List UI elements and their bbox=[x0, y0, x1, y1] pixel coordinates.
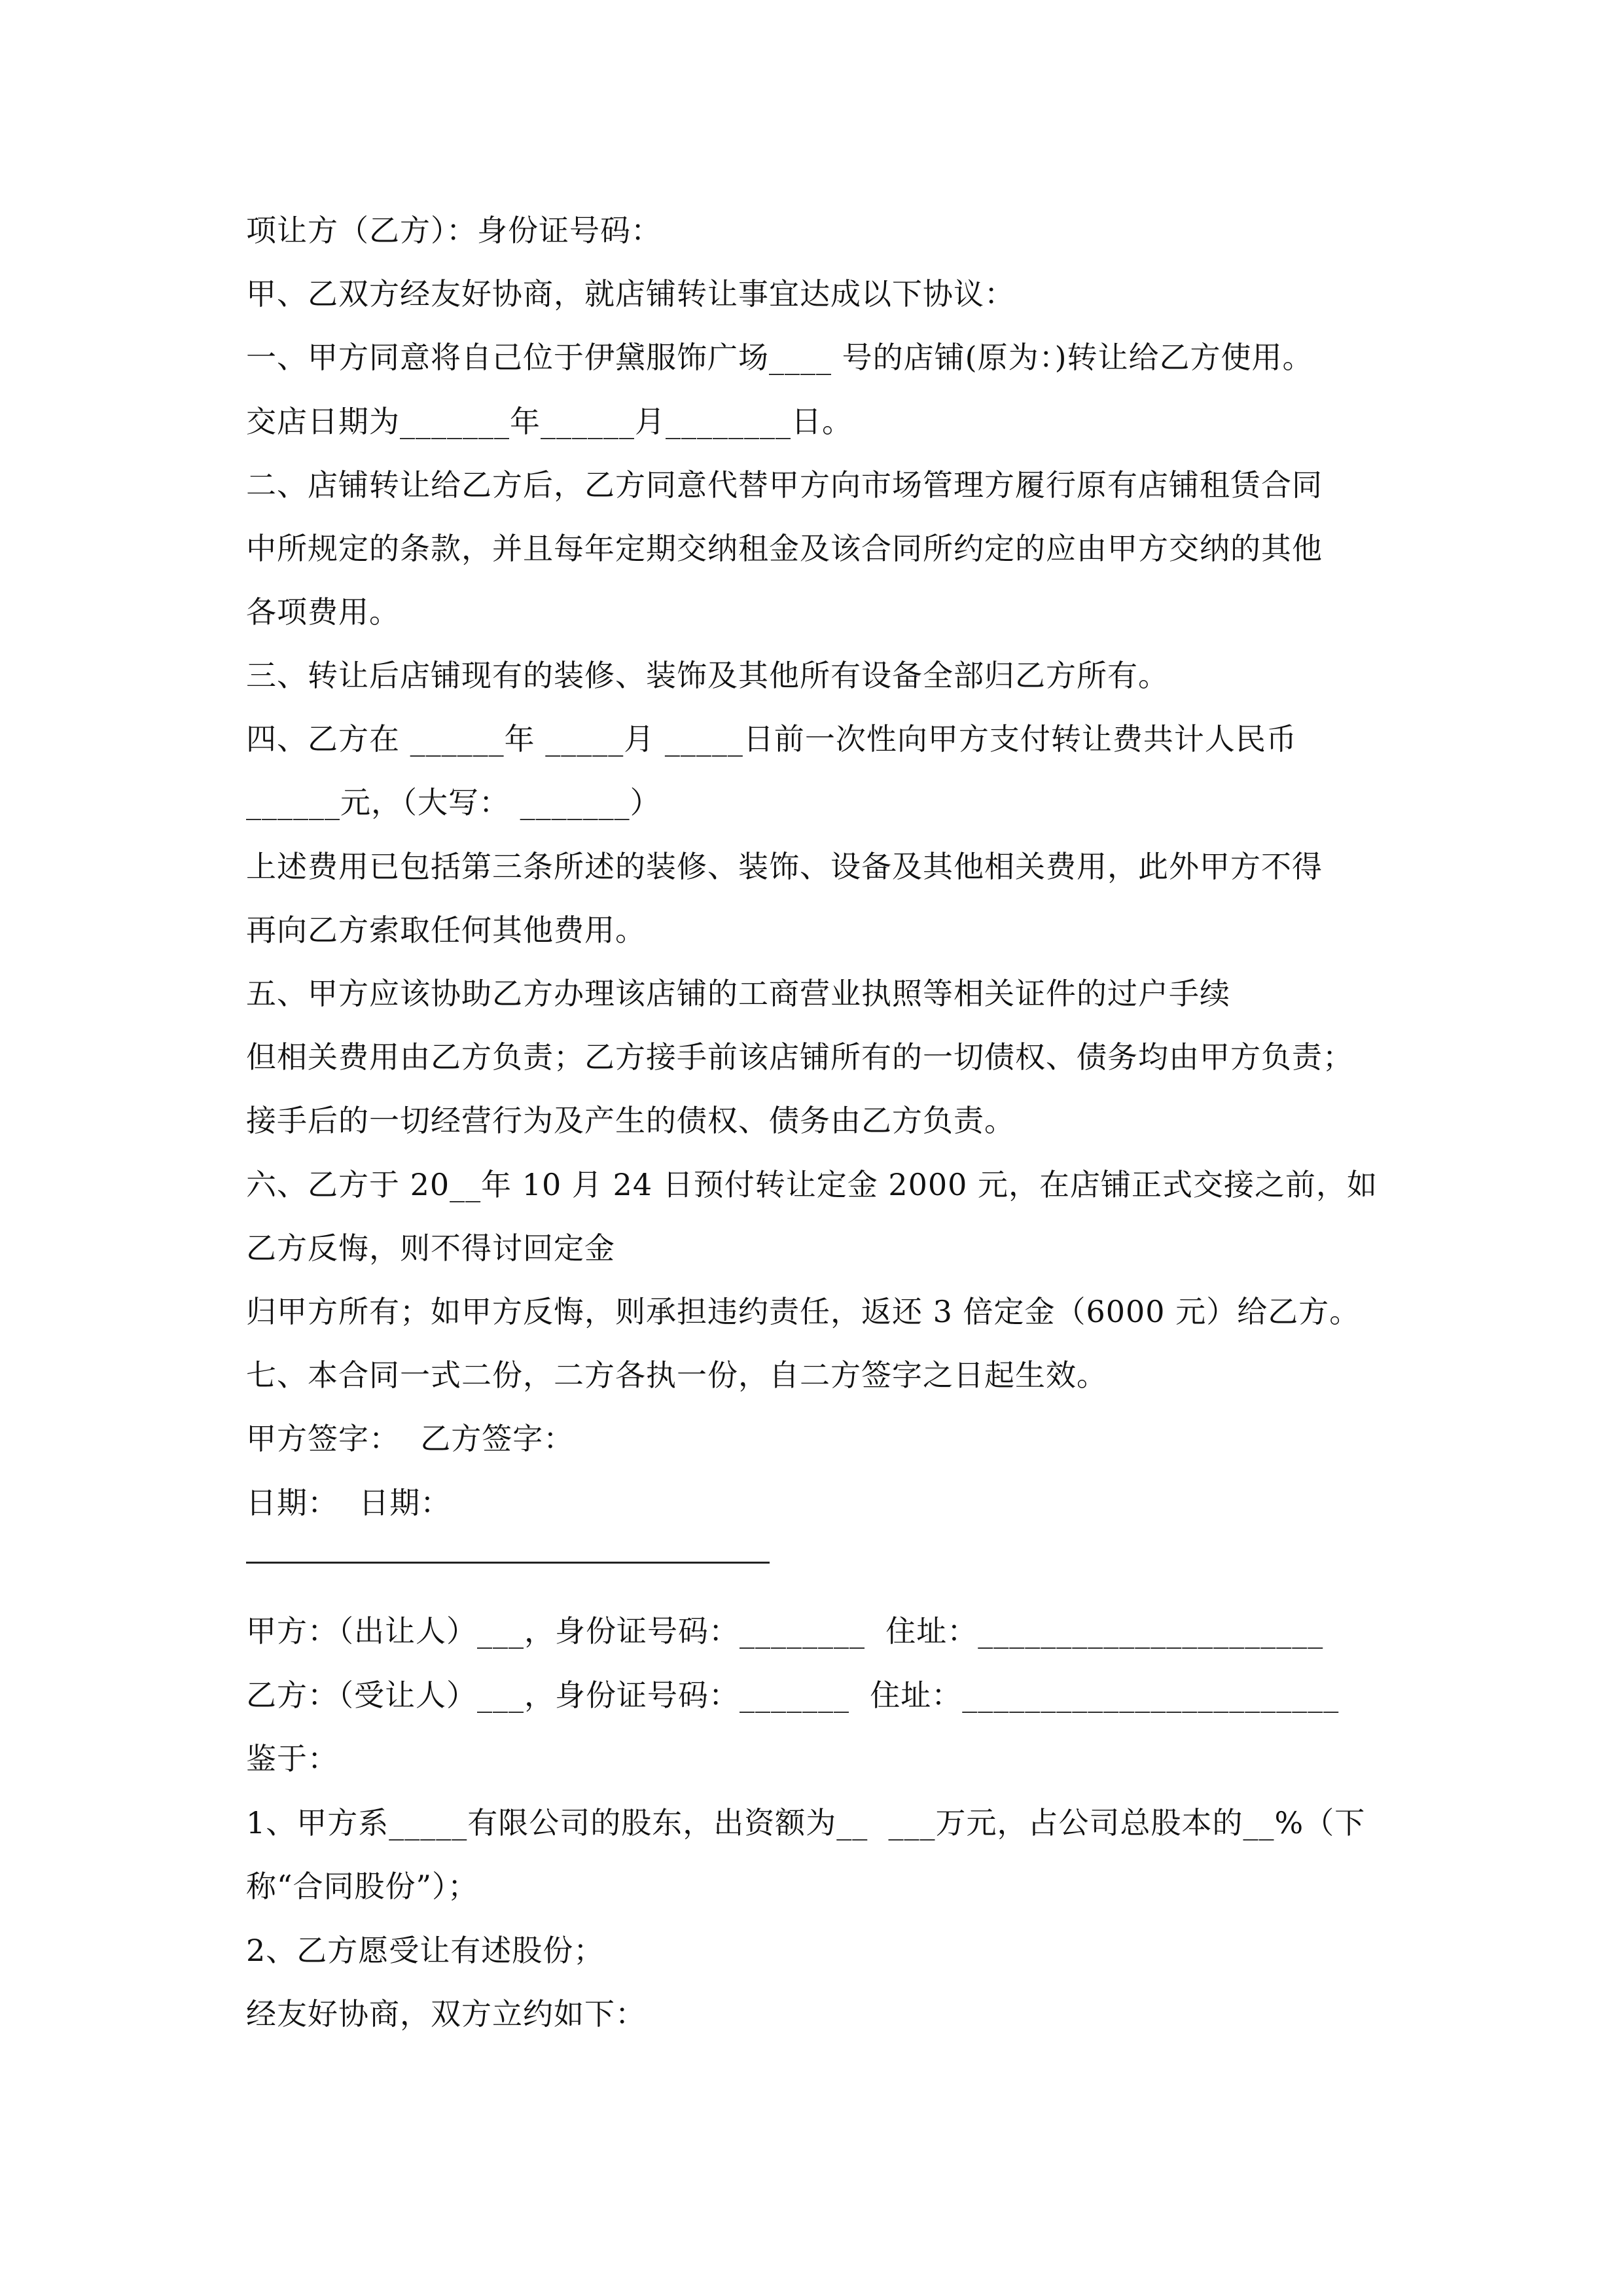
text-line: 2、乙方愿受让有述股份； bbox=[246, 1933, 605, 1968]
text-line: 各项费用。 bbox=[246, 594, 400, 630]
text-line: 鉴于： bbox=[246, 1741, 338, 1776]
text-line: 归甲方所有；如甲方反悔，则承担违约责任，返还 3 倍定金（6000 元）给乙方。 bbox=[246, 1294, 1361, 1329]
text-line: 七、本合同一式二份，二方各执一份，自二方签字之日起生效。 bbox=[246, 1357, 1107, 1393]
text-line: 甲方签字： 乙方签字： bbox=[246, 1421, 575, 1456]
text-line: 甲方：（出让人）___，身份证号码：________ 住址：______________________ bbox=[246, 1613, 1324, 1649]
text-line: 二、店铺转让给乙方后，乙方同意代替甲方向市场管理方履行原有店铺租赁合同 bbox=[246, 467, 1323, 503]
text-line: ______元，（大写： _______） bbox=[246, 785, 661, 820]
text-line: 但相关费用由乙方负责；乙方接手前该店铺所有的一切债权、债务均由甲方负责； bbox=[246, 1039, 1353, 1075]
text-line: 一、甲方同意将自己位于伊黛服饰广场____ 号的店铺(原为：)转让给乙方使用。 bbox=[246, 340, 1313, 375]
text-line: 1、甲方系_____有限公司的股东，出资额为__ ___万元，占公司总股本的__%（下 bbox=[246, 1805, 1366, 1840]
text-line: 中所规定的条款，并且每年定期交纳租金及该合同所约定的应由甲方交纳的其他 bbox=[246, 531, 1323, 566]
text-line: 交店日期为_______年______月________日。 bbox=[246, 404, 853, 439]
text-line: 乙方反悔，则不得讨回定金 bbox=[246, 1230, 615, 1266]
text-line: 乙方：（受让人）___，身份证号码：_______ 住址：________________________ bbox=[246, 1677, 1340, 1713]
text-line: 上述费用已包括第三条所述的装修、装饰、设备及其他相关费用，此外甲方不得 bbox=[246, 849, 1323, 884]
text-line: 称“合同股份”）； bbox=[246, 1869, 479, 1904]
text-line: 甲、乙双方经友好协商，就店铺转让事宜达成以下协议： bbox=[246, 276, 1015, 312]
text-line: 三、转让后店铺现有的装修、装饰及其他所有设备全部归乙方所有。 bbox=[246, 658, 1169, 693]
text-line: 六、乙方于 20__年 10 月 24 日预付转让定金 2000 元，在店铺正式交接之前，如 bbox=[246, 1167, 1378, 1202]
text-line: 四、乙方在 ______年 _____月 _____日前一次性向甲方支付转让费共计人民币 bbox=[246, 721, 1297, 757]
text-line: 日期： 日期： bbox=[246, 1485, 452, 1520]
text-line: 再向乙方索取任何其他费用。 bbox=[246, 912, 646, 948]
separator-line bbox=[246, 1562, 770, 1564]
text-line: 接手后的一切经营行为及产生的债权、债务由乙方负责。 bbox=[246, 1103, 1015, 1138]
text-line: 项让方（乙方）：身份证号码： bbox=[246, 213, 662, 248]
text-line: 五、甲方应该协助乙方办理该店铺的工商营业执照等相关证件的过户手续 bbox=[246, 976, 1230, 1011]
text-line: 经友好协商，双方立约如下： bbox=[246, 1996, 646, 2032]
